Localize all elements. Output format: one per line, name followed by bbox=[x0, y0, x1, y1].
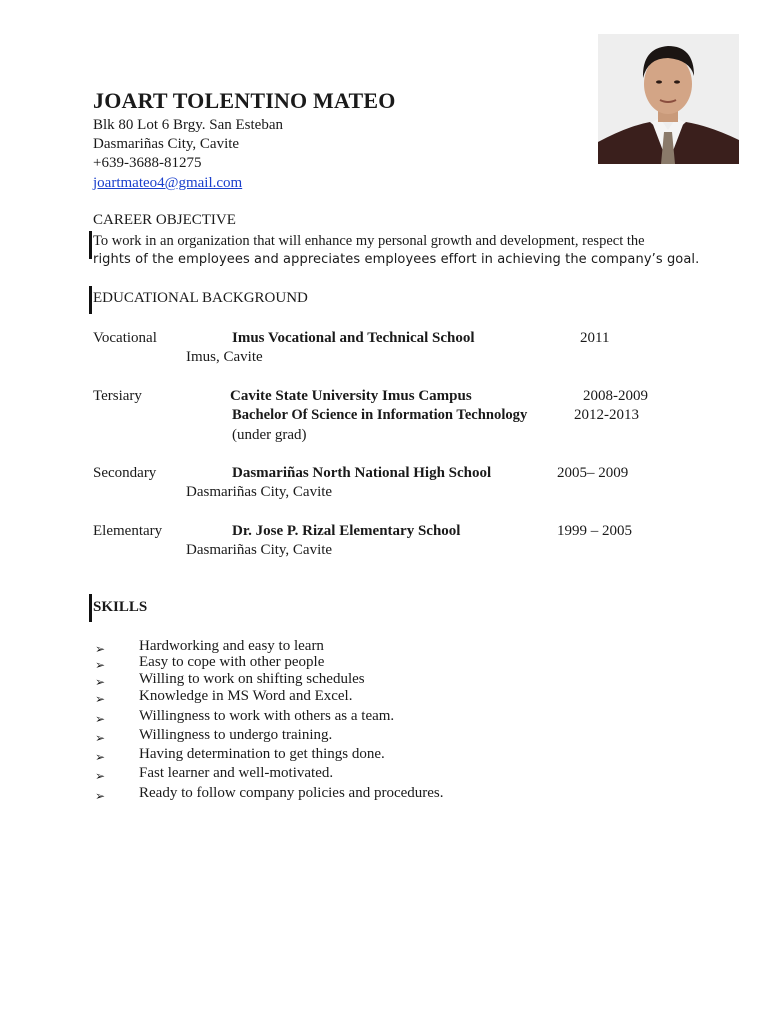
degree-name: Bachelor Of Science in Information Technology bbox=[232, 407, 528, 423]
skill-item: Easy to cope with other people bbox=[139, 654, 325, 670]
school-year: 2011 bbox=[580, 330, 610, 346]
person-portrait-icon bbox=[598, 34, 739, 164]
skill-item: Having determination to get things done. bbox=[139, 746, 385, 762]
skill-item: Fast learner and well-motivated. bbox=[139, 765, 334, 781]
school-year: 2005– 2009 bbox=[557, 465, 629, 481]
skill-item: Knowledge in MS Word and Excel. bbox=[139, 688, 353, 704]
section-marker bbox=[89, 286, 92, 314]
school-name: Imus Vocational and Technical School bbox=[232, 330, 475, 346]
skill-item: Willingness to work with others as a team. bbox=[139, 708, 395, 724]
degree-year: 2012-2013 bbox=[574, 407, 639, 423]
education-level: Secondary bbox=[93, 465, 157, 481]
arrow-bullet-icon: ➢ bbox=[95, 712, 106, 726]
arrow-bullet-icon: ➢ bbox=[95, 642, 106, 656]
arrow-bullet-icon: ➢ bbox=[95, 692, 106, 706]
arrow-bullet-icon: ➢ bbox=[95, 731, 106, 745]
education-level: Vocational bbox=[93, 330, 157, 346]
email-link[interactable]: joartmateo4@gmail.com bbox=[93, 175, 243, 191]
section-marker bbox=[89, 231, 92, 259]
skill-item: Willingness to undergo training. bbox=[139, 727, 333, 743]
arrow-bullet-icon: ➢ bbox=[95, 658, 106, 672]
school-location: Dasmariñas City, Cavite bbox=[186, 542, 333, 558]
school-name: Cavite State University Imus Campus bbox=[230, 388, 472, 404]
address-line-2: Dasmariñas City, Cavite bbox=[93, 136, 240, 152]
school-name: Dr. Jose P. Rizal Elementary School bbox=[232, 523, 461, 539]
arrow-bullet-icon: ➢ bbox=[95, 750, 106, 764]
objective-line-2: rights of the employees and appreciates employees effort in achieving the company’s goal. bbox=[93, 252, 700, 267]
profile-photo bbox=[598, 34, 739, 164]
career-objective-heading: CAREER OBJECTIVE bbox=[93, 212, 236, 228]
section-marker bbox=[89, 594, 92, 622]
arrow-bullet-icon: ➢ bbox=[95, 769, 106, 783]
skill-item: Hardworking and easy to learn bbox=[139, 638, 324, 654]
objective-line-1: To work in an organization that will enhance my personal growth and development, respect the bbox=[93, 233, 645, 249]
address-line-1: Blk 80 Lot 6 Brgy. San Esteban bbox=[93, 117, 283, 133]
skill-item: Ready to follow company policies and procedures. bbox=[139, 785, 444, 801]
arrow-bullet-icon: ➢ bbox=[95, 789, 106, 803]
school-location: Imus, Cavite bbox=[186, 349, 263, 365]
phone-number: +639-3688-81275 bbox=[93, 155, 202, 171]
arrow-bullet-icon: ➢ bbox=[95, 675, 106, 689]
school-location: Dasmariñas City, Cavite bbox=[186, 484, 333, 500]
degree-note: (under grad) bbox=[232, 427, 307, 443]
skills-heading: SKILLS bbox=[93, 599, 148, 615]
applicant-name: JOART TOLENTINO MATEO bbox=[93, 88, 396, 113]
education-level: Tersiary bbox=[93, 388, 142, 404]
education-level: Elementary bbox=[93, 523, 163, 539]
school-year: 2008-2009 bbox=[583, 388, 648, 404]
school-name: Dasmariñas North National High School bbox=[232, 465, 492, 481]
skill-item: Willing to work on shifting schedules bbox=[139, 671, 365, 687]
school-year: 1999 – 2005 bbox=[557, 523, 632, 539]
education-heading: EDUCATIONAL BACKGROUND bbox=[93, 290, 308, 306]
